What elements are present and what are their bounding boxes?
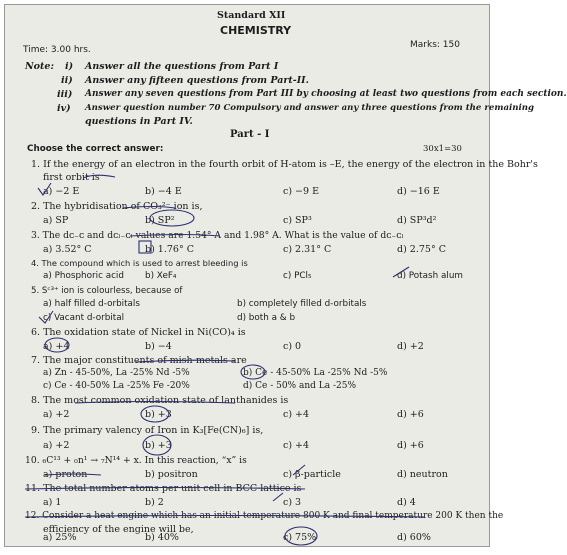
question-text: 3. The dᴄ₋ᴄ and dᴄₗ₋ᴄₗ values are 1.54° A and 1.98° A. What is the value of dᴄ₋ᴄₗ [31, 230, 404, 241]
option-b: b) −4 E [145, 186, 182, 197]
option-d: d) both a & b [237, 313, 296, 323]
option-b: b) +3 [145, 440, 172, 451]
option-c: c) 2.31° C [283, 244, 332, 255]
note-item-text: Answer question number 70 Compulsory and answer any three questions from the remaining [85, 103, 535, 113]
option-d: d) SP³d² [397, 215, 437, 226]
option-d: d) −16 E [397, 186, 440, 197]
note-label: Note: [25, 61, 54, 72]
question-text: 7. The major constituents of mish-metals are [31, 355, 247, 366]
option-b: b) 1.76° C [145, 244, 194, 255]
part-marks: 30x1=30 [423, 144, 462, 154]
part-title: Part - I [230, 129, 270, 140]
question-text: 8. The most common oxidation state of lanthanides is [31, 395, 289, 406]
option-d: d) 60% [397, 532, 431, 543]
option-a: a) 1 [43, 497, 62, 508]
marks-label: Marks: 150 [410, 40, 460, 50]
option-c: c) −9 E [283, 186, 320, 197]
option-b: b) 40% [145, 532, 179, 543]
option-d: d) neutron [397, 469, 448, 480]
option-c: c) β-particle [283, 469, 341, 480]
part-instruction: Choose the correct answer: [27, 144, 164, 154]
option-c: c) +4 [283, 409, 310, 420]
option-a: a) Zn - 45-50%, La -25% Nd -5% [43, 368, 190, 378]
option-a: a) +2 [43, 440, 70, 451]
option-b: b) completely filled d-orbitals [237, 299, 367, 309]
note-item-num: iv) [57, 103, 71, 114]
exam-paper [4, 4, 567, 547]
option-d: d) +2 [397, 341, 424, 352]
option-b: b) +3 [145, 409, 172, 420]
option-d: d) 2.75° C [397, 244, 446, 255]
option-c: c) PCl₅ [283, 271, 312, 281]
note-item-text: Answer all the questions from Part I [85, 61, 279, 72]
option-c: c) 0 [283, 341, 302, 352]
option-d: d) +6 [397, 409, 424, 420]
option-a: a) Phosphoric acid [43, 271, 124, 281]
note-item-num: ii) [61, 75, 73, 86]
question-text: 6. The oxidation state of Nickel in Ni(CO)₄ is [31, 327, 246, 338]
option-a: a) 3.52° C [43, 244, 92, 255]
subject-title: CHEMISTRY [220, 24, 292, 37]
option-d: d) +6 [397, 440, 424, 451]
option-d: d) 4 [397, 497, 416, 508]
option-c: c) +4 [283, 440, 310, 451]
question-text: 12. Consider a heat engine which has an initial temperature 800 K and final temperature 200 K then the [25, 511, 504, 521]
slash-mark-q11 [273, 493, 283, 501]
time-label: Time: 3.00 hrs. [23, 45, 91, 55]
option-b: b) XeF₄ [145, 271, 177, 281]
question-text: 1. If the energy of an electron in the fourth orbit of H-atom is –E, the energy of the electron in the Bohr's [31, 159, 538, 170]
note-item-text: Answer any fifteen questions from Part-II. [85, 75, 309, 86]
note-item-text: questions in Part IV. [85, 116, 193, 127]
option-c: c) Ce - 40-50% La -25% Fe -20% [43, 381, 190, 391]
option-a: a) +2 [43, 409, 70, 420]
option-a: a) proton [43, 469, 88, 480]
option-a: a) +4 [43, 341, 70, 352]
option-d: d) Ce - 50% and La -25% [243, 381, 357, 391]
option-b: b) Ce - 45-50% La -25% Nd -5% [243, 368, 388, 378]
note-item-num: i) [65, 61, 74, 72]
option-b: b) SP² [145, 215, 175, 226]
option-a: a) −2 E [43, 186, 80, 197]
question-text: 10. ₆C¹³ + ₀n¹ → ₇N¹⁴ + x. In this reaction, “x” is [25, 455, 247, 466]
option-d: d) Potash alum [397, 271, 463, 281]
question-text: 9. The primary valency of Iron in K₃[Fe(CN)₆] is, [31, 425, 264, 436]
question-text: first orbit is [43, 172, 100, 183]
option-a: a) 25% [43, 532, 77, 543]
option-a: a) SP [43, 215, 69, 226]
question-text: efficiency of the engine will be, [43, 524, 194, 535]
option-b: b) −4 [145, 341, 172, 352]
question-text: 11. The total number atoms per unit cell in BCC lattice is [25, 483, 302, 494]
option-b: b) 2 [145, 497, 164, 508]
option-b: b) positron [145, 469, 198, 480]
standard-label: Standard XII [217, 10, 286, 21]
note-item-num: iii) [57, 89, 73, 100]
question-text: 4. The compound which is used to arrest bleeding is [31, 258, 248, 268]
option-c: c) SP³ [283, 215, 312, 226]
question-text: 2. The hybridisation of CO₃²⁻ ion is, [31, 201, 203, 212]
option-c: c) 3 [283, 497, 302, 508]
option-c: c) 75% [283, 532, 317, 543]
option-a: a) half filled d-orbitals [43, 299, 140, 309]
option-c: c) Vacant d-orbital [43, 313, 125, 323]
question-text: 5. Sᶜ³⁺ ion is colourless, because of [31, 286, 183, 296]
note-item-text: Answer any seven questions from Part III by choosing at least two questions from each section. [85, 89, 567, 99]
